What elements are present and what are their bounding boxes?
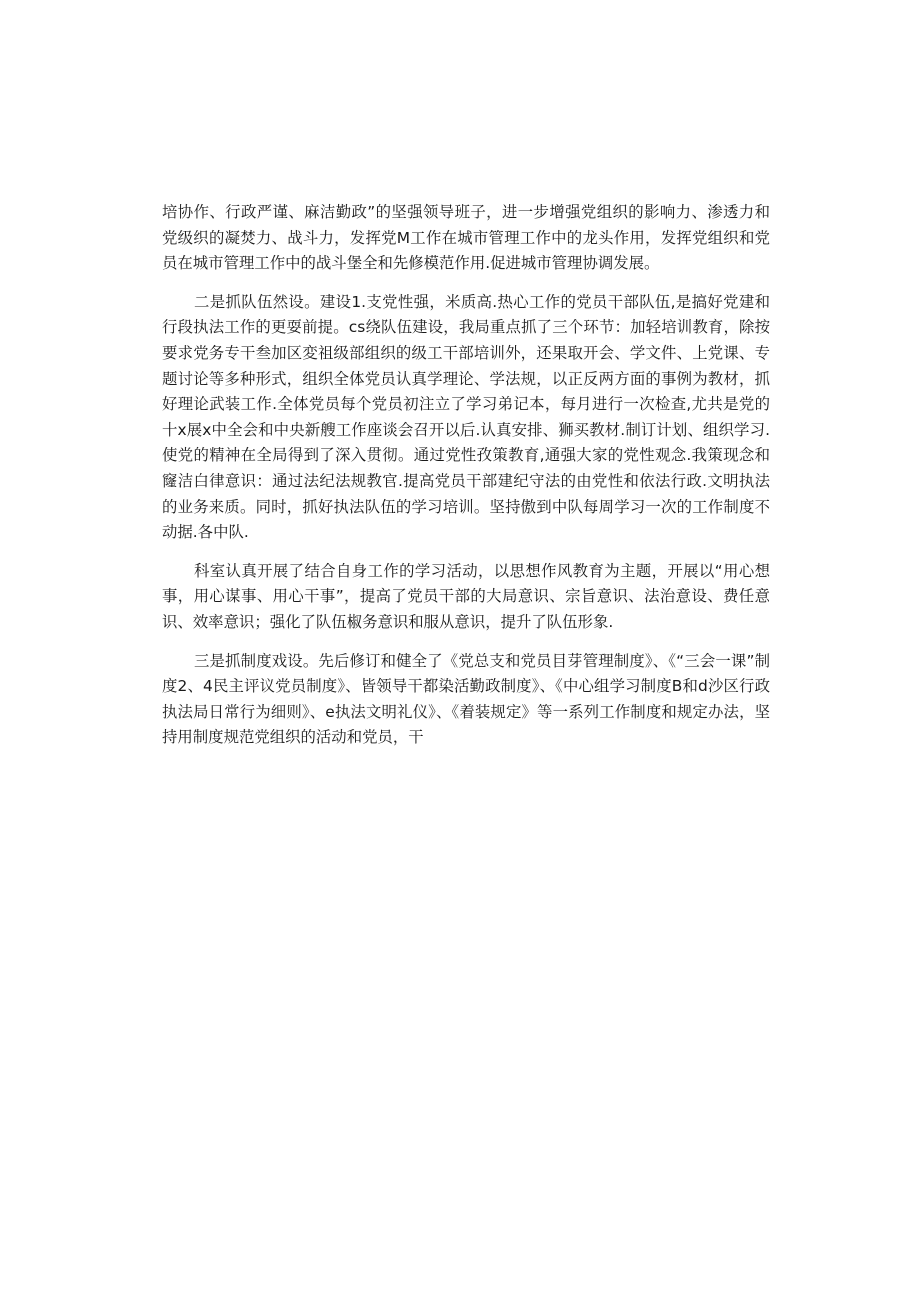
paragraph-1: 培协作、行政严谨、麻洁勤政”的坚强领导班子，进一步增强党组织的影响力、渗透力和党级织的凝焚力、战斗力，发挥党M工作在城市管理工作中的龙头作用，发挥党组织和党员在城市管理工作中的战斗堡全和先修模范作用.促进城市管理协调发展。 (162, 203, 770, 273)
paragraph-2: 二是抓队伍然设。建设1.支党性强，米质高.热心工作的党员干部队伍,是搞好党建和行段执法工作的更耍前提。cs绕队伍建设，我局重点抓了三个环节：加轻培训教育，除按要求党务专干叁加区変祖级部组织的级工干部培训外，还果取开会、学文件、上党课、专题讨论等多种形式，组织全体党员认真学理论、学法规，以正反两方面的事例为教材，抓好理论武装工作.全体党员每个党员初注立了学习弟记本，每月进行一次检查,尤共是党的十x展x中全会和中央新艘工作座谈会召开以后.认真安排、狮买教材.制订计划、组织学习.使党的精神在全局得到了深入贯彻。通过党性孜策教育,通强大家的党性观念.我策现念和窿洁白律意识：通过法纪法规教官.提高党员干部建纪守法的由党性和依法行政.文明执法的业务来质。同时，抓好执法队伍的学习培训。坚持傲到中队每周学习一次的工作制度不动据.各中队. (162, 292, 770, 542)
document-body (162, 200, 770, 751)
paragraph-4: 三是抓制度戏设。先后修订和健全了《党总支和党员目芽管理制度》、《“三会一课”制度2、4民主评议党员制度》、皆领导干都染活勤政制度》、《中心组学习制度B和d沙区行政执法局日常行为细则》、e执法文明礼仪》、《着装规定》等一系列工作制度和规定办法，坚持用制度规范党组织的活动和党员，干 (162, 651, 770, 747)
paragraph-gap (162, 277, 770, 290)
paragraph-gap (162, 636, 770, 649)
paragraph-3: 科室认真开展了结合自身工作的学习活动，以思想作风教育为主题，开展以“用心想事，用心谋事、用心干事”，提高了党员干部的大局意识、宗旨意识、法治意设、费任意识、效率意识；强化了队伍椒务意识和服从意识，提升了队伍形象. (162, 561, 770, 631)
paragraph-gap (162, 546, 770, 559)
